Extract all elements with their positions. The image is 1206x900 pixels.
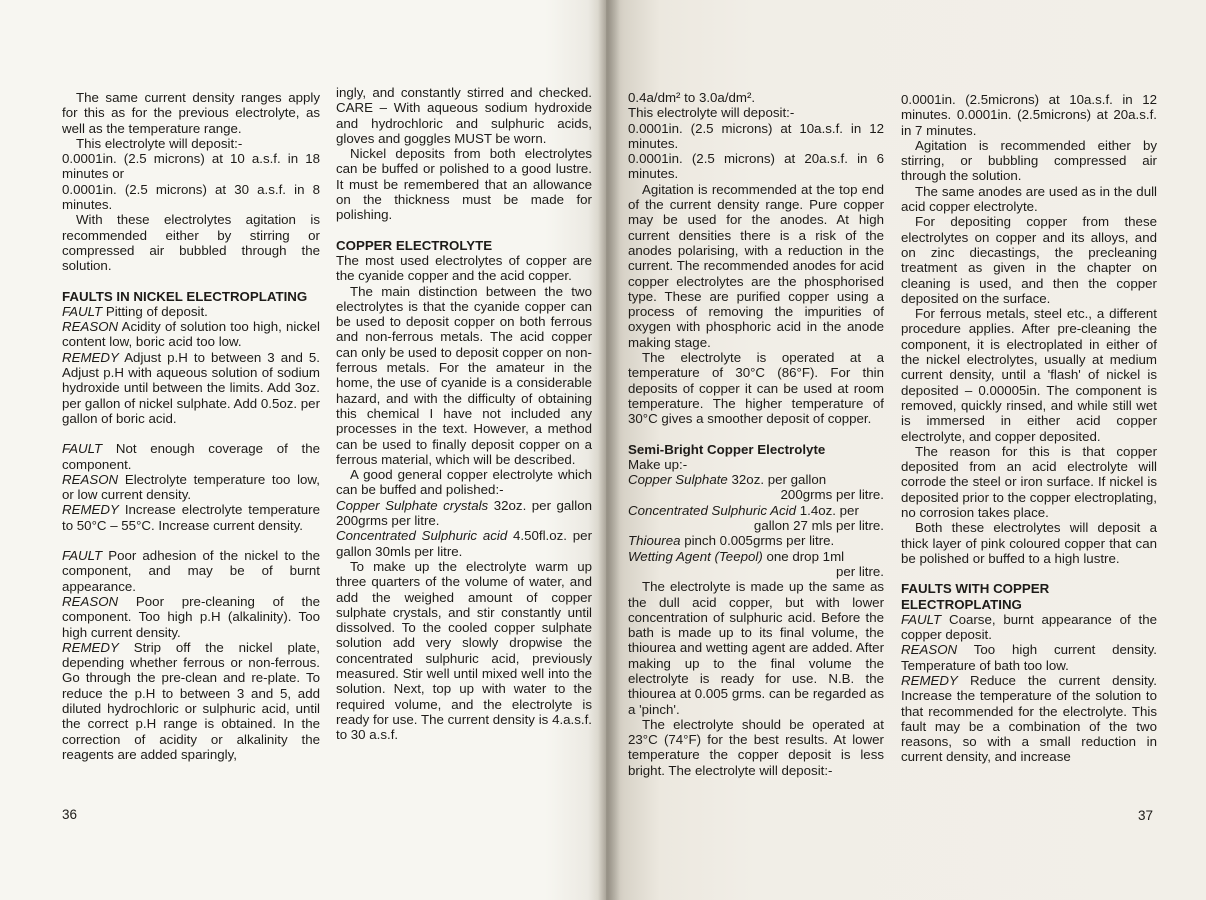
copper-intro-paragraph: The most used electrolytes of copper are the cyanide copper and the acid copper. xyxy=(336,252,592,284)
ingredient-amount: 32oz. per gallon xyxy=(731,472,827,488)
fault-entry xyxy=(62,304,320,319)
deposit-line: 0.0001in. (2.5 microns) at 20a.s.f. in 6 minutes. xyxy=(628,151,884,182)
ingredient-amount: 4.50fl.oz. per gallon 30mls per litre. xyxy=(336,528,592,559)
reason-label: REASON xyxy=(901,642,958,658)
ingredient-amount: 1.4oz. per xyxy=(799,502,859,518)
reason-label: REASON xyxy=(62,471,119,487)
section-heading: FAULTS WITH COPPER ELECTROPLATING xyxy=(901,581,1050,612)
ingredient-name: Concentrated Sulphuric Acid xyxy=(628,502,797,518)
fault-entry xyxy=(62,441,320,472)
distinction-paragraph: The main distinction between the two electrolytes is that the cyanide copper can be used to deposit copper on both ferrous and non-ferrous metals. The acid copper can only be used to deposit copper on non-ferrous metals. For the amateur in the home, the use of cyanide is a considerable hazard, and with the difficulty of obtaining this chemical I have not included any processes in the text. However, a method can be used to finally deposit copper on a ferrous material, which will be described. xyxy=(336,283,592,467)
buffing-paragraph: Nickel deposits from both electrolytes can be buffed or polished to a good lustre. It must be remembered that an allowance on the thickness must be made for polishing. xyxy=(336,146,592,223)
book-gutter xyxy=(598,0,620,900)
fault-entry xyxy=(62,548,320,594)
remedy-text: Increase electrolyte temperature to 50°C – 55°C. Increase current density. xyxy=(62,502,320,533)
remedy-text: Strip off the nickel plate, depending whether ferrous or non-ferrous. Go through the pre-clean and re-plate. To reduce the p.H to between 3 and 5, add diluted hydrochloric or sulphuric acid, until the correct p.H range is obtained. In the correction of acidity or alkalinity the reagents are added sparingly, xyxy=(62,639,320,762)
ingredient-amount: one drop 1ml xyxy=(766,548,845,564)
make-up-label: Make up:- xyxy=(628,456,688,472)
anodes-paragraph: Agitation is recommended at the top end of the current density range. Pure copper may be used for the anodes. At high current densities there is a risk of the anodes polarising, with a reduction in the current. The recommended anodes for acid copper electrolytes are the phosphorised type. These are purified copper using a process of removing the impurities of oxygen with phosphoric acid in the anode making stage. xyxy=(628,181,884,350)
remedy-text: Reduce the current density. Increase the temperature of the solution to that recommended for the electrolyte. This fault may be a combination of the two reasons, so with a small reduction in current density, and increase xyxy=(901,672,1157,765)
non-ferrous-paragraph: For depositing copper from these electrolytes on copper and its alloys, and on zinc diecastings, the precleaning treatment as given in the chapter on cleaning is used, and then the copper deposited on the surface. xyxy=(901,214,1157,306)
deposit-line: 0.0001in. (2.5 microns) at 10a.s.f. in 12 minutes. xyxy=(628,120,884,151)
ingredient-line xyxy=(628,549,884,564)
agitation-paragraph: Agitation is recommended either by stirring, or bubbling compressed air through the solution. xyxy=(901,137,1157,184)
right-page xyxy=(606,0,1206,900)
right-page-column-1 xyxy=(628,90,884,778)
make-up-paragraph: The electrolyte is made up the same as the dull acid copper, but with lower concentration of sulphuric acid. Before the bath is made up to its final volume, the thiourea and wetting agent are added. After making up to the final volume the electrolyte is ready for use. N.B. the thiourea at 0.005 grms. can be regarded as a 'pinch'. xyxy=(628,579,884,717)
ingredient-amount: pinch 0.005grms per litre. xyxy=(684,533,835,549)
deposit-line: 0.0001in. (2.5 microns) at 30 a.s.f. in 8 minutes. xyxy=(62,181,320,213)
deposit-intro: This electrolyte will deposit:- xyxy=(628,105,795,121)
section-heading: Semi-Bright Copper Electrolyte xyxy=(628,441,826,457)
intro-paragraph: The same current density ranges apply for this as for the previous electrolyte, as well as the temperature range. xyxy=(62,90,320,136)
reason-text: Acidity of solution too high, nickel content low, boric acid too low. xyxy=(62,319,320,350)
remedy-text: Adjust p.H to between 3 and 5. Adjust p.H with aqueous solution of sodium hydroxide until between the limits. Add 3oz. per gallon of nickel sulphate. Add 0.5oz. per gallon of boric acid. xyxy=(62,349,320,426)
fault-label: FAULT xyxy=(62,548,103,564)
ingredient-continuation: per litre. xyxy=(835,563,884,579)
ingredient-line xyxy=(628,503,884,518)
remedy-label: REMEDY xyxy=(901,672,958,688)
left-page-column-2 xyxy=(336,85,592,742)
reason-text: Too high current density. Temperature of bath too low. xyxy=(901,642,1157,673)
remedy-label: REMEDY xyxy=(62,639,119,655)
anodes-paragraph: The same anodes are used as in the dull acid copper electrolyte. xyxy=(901,183,1157,215)
page-number: 37 xyxy=(1138,808,1154,823)
ingredient-continuation: 200grms per litre. xyxy=(780,487,884,503)
fault-text: Pitting of deposit. xyxy=(105,303,208,319)
remedy-entry xyxy=(62,640,320,762)
remedy-entry xyxy=(901,673,1157,765)
ingredient-name: Thiourea xyxy=(628,533,681,549)
section-heading: COPPER ELECTROLYTE xyxy=(336,237,493,253)
reason-text: Poor pre-cleaning of the component. Too high p.H (alkalinity). Too high current density. xyxy=(62,593,320,640)
ingredient-continuation: gallon 27 mls per litre. xyxy=(753,518,884,534)
remedy-entry xyxy=(62,350,320,426)
page-number: 36 xyxy=(62,807,78,822)
remedy-label: REMEDY xyxy=(62,349,119,365)
fault-label: FAULT xyxy=(62,303,103,319)
reason-entry xyxy=(62,319,320,350)
fault-entry xyxy=(901,612,1157,643)
fault-label: FAULT xyxy=(901,611,942,627)
ingredient-amount: 32oz. per gallon 200grms per litre. xyxy=(336,497,593,529)
reason-label: REASON xyxy=(62,319,119,335)
general-electrolyte-paragraph: A good general copper electrolyte which can be buffed and polished:- xyxy=(336,467,592,498)
fault-text: Not enough coverage of the component. xyxy=(62,441,320,472)
care-paragraph: ingly, and constantly stirred and checked. CARE – With aqueous sodium hydroxide and hydrochloric and sulphuric acids, gloves and goggles MUST be worn. xyxy=(336,85,592,146)
section-heading: FAULTS IN NICKEL ELECTROPLATING xyxy=(62,288,308,304)
fault-text: Coarse, burnt appearance of the copper deposit. xyxy=(901,611,1157,643)
agitation-paragraph: With these electrolytes agitation is recommended either by stirring or compressed air bubbled through the solution. xyxy=(62,212,320,274)
ingredient-line xyxy=(628,472,884,487)
reason-label: REASON xyxy=(62,593,119,609)
current-density-line: 0.4a/dm² to 3.0a/dm². xyxy=(628,90,756,105)
fault-text: Poor adhesion of the nickel to the component, and may be of burnt appearance. xyxy=(62,548,320,594)
deposit-intro: This electrolyte will deposit:- xyxy=(76,135,243,151)
ingredient-name: Concentrated Sulphuric acid xyxy=(336,528,508,544)
temperature-paragraph: The electrolyte is operated at a temperature of 30°C (86°F). For thin deposits of copper it can be used at room temperature. The higher temperature of 30°C gives a smoother deposit of copper. xyxy=(628,350,884,427)
ferrous-paragraph: For ferrous metals, steel etc., a different procedure applies. After pre-cleaning the component, it is electroplated in either of the nickel electrolytes, usually at medium current density, until a 'flash' of nickel is deposited – 0.00005in. The component is removed, quickly rinsed, and while still wet is immersed in either acid copper electrolyte, and copper deposited. xyxy=(901,306,1157,444)
make-up-paragraph: To make up the electrolyte warm up three quarters of the volume of water, and add the weighed amount of copper sulphate crystals, and stir constantly until dissolved. To the cooled copper sulphate solution add very slowly dropwise the concentrated sulphuric acid, previously measured. Stir well until mixed well into the solution. Next, top up with water to the required volume, and the electrolyte is ready for use. The current density is 4.a.s.f. to 30 a.s.f. xyxy=(336,558,592,743)
lustre-paragraph: Both these electrolytes will deposit a thick layer of pink coloured copper that can be polished or buffed to a high lustre. xyxy=(901,520,1157,566)
reason-entry xyxy=(62,594,320,640)
left-page-column-1 xyxy=(62,90,320,762)
deposit-line: 0.0001in. (2.5 microns) at 10 a.s.f. in 18 minutes or xyxy=(62,151,320,182)
ingredient-line xyxy=(628,533,884,548)
remedy-entry xyxy=(62,502,320,533)
reason-entry xyxy=(901,642,1157,673)
ingredient-name: Copper Sulphate crystals xyxy=(336,497,489,513)
ingredient-line xyxy=(336,528,592,559)
reason-paragraph: The reason for this is that copper deposited from an acid electrolyte will corrode the steel or iron surface. If nickel is deposited prior to the copper electroplating, no corrosion takes place. xyxy=(901,443,1157,521)
ingredient-name: Copper Sulphate xyxy=(628,472,728,488)
fault-label: FAULT xyxy=(62,441,103,457)
ingredient-name: Wetting Agent (Teepol) xyxy=(628,548,763,564)
operating-paragraph: The electrolyte should be operated at 23°C (74°F) for the best results. At lower temperature the copper deposit is less bright. The electrolyte will deposit:- xyxy=(628,716,884,778)
reason-text: Electrolyte temperature too low, or low current density. xyxy=(62,471,320,503)
remedy-label: REMEDY xyxy=(62,502,119,518)
right-page-column-2 xyxy=(901,92,1157,765)
deposit-paragraph: 0.0001in. (2.5microns) at 10a.s.f. in 12 minutes. 0.0001in. (2.5microns) at 20a.s.f. in 7 minutes. xyxy=(901,92,1157,138)
reason-entry xyxy=(62,472,320,503)
ingredient-line xyxy=(336,498,592,529)
